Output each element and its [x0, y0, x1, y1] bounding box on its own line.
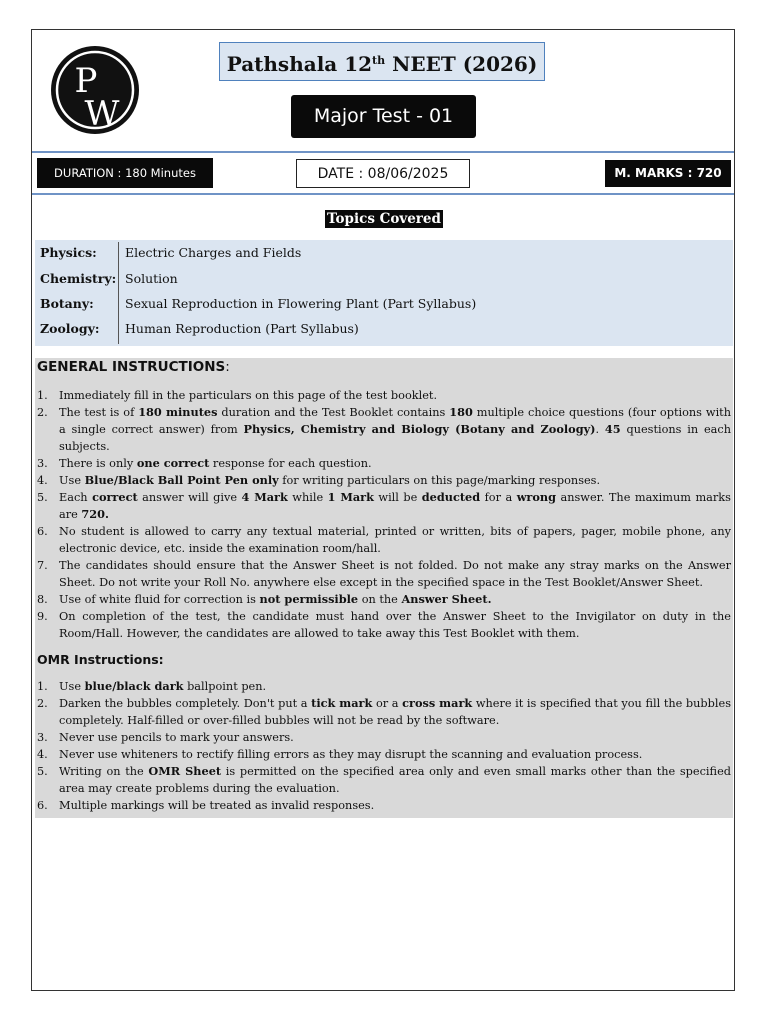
- svg-text:W: W: [84, 94, 120, 134]
- instruction-text: blue/black dark: [84, 679, 184, 693]
- general-instructions-heading: GENERAL INSTRUCTIONS:: [37, 359, 230, 375]
- instruction-text: one correct: [136, 456, 210, 470]
- item-number: 1.: [37, 389, 48, 402]
- instruction-text: The candidates should ensure that the Answer Sheet is not folded. Do not make any stray marks on the Answer Sheet. Do not write your Roll No. anywhere else except in the specified space in the Test Booklet/Answer Sheet.: [59, 559, 731, 589]
- instruction-text: cross mark: [402, 696, 473, 710]
- instruction-text: wrong: [516, 490, 557, 504]
- topics-table: [35, 240, 733, 346]
- instruction-text: 45: [604, 422, 621, 436]
- instruction-text: 180 minutes: [138, 405, 218, 419]
- instruction-text: tick mark: [311, 696, 373, 710]
- omr-instructions-heading: OMR Instructions:: [37, 652, 164, 667]
- instruction-item: [35, 678, 731, 695]
- instruction-text: Physics, Chemistry and Biology (Botany and Zoology): [243, 422, 596, 436]
- instruction-item: [35, 455, 731, 472]
- instruction-item: [35, 746, 731, 763]
- instruction-text: On completion of the test, the candidate must hand over the Answer Sheet to the Invigilator on duty in the Room/Hall. However, the candidates are allowed to take away this Test Booklet with them.: [59, 610, 731, 640]
- topic-text: Sexual Reproduction in Flowering Plant (Part Syllabus): [125, 296, 477, 311]
- topic-row-botany: [35, 292, 733, 316]
- instruction-text: on the: [358, 593, 402, 606]
- instruction-text: Darken the bubbles completely. Don't put a: [59, 697, 312, 710]
- instruction-text: Blue/Black Ball Point Pen only: [84, 473, 279, 487]
- instruction-text: 4 Mark: [241, 490, 288, 504]
- instruction-text: There is only: [59, 457, 137, 470]
- item-number: 2.: [37, 697, 48, 710]
- instruction-item: [35, 523, 731, 557]
- instruction-text: answer. The maximum marks are: [59, 491, 731, 521]
- header-rule-bottom: [32, 193, 734, 195]
- item-number: 2.: [37, 406, 48, 419]
- svg-text:P: P: [74, 61, 98, 101]
- instruction-text: Never use pencils to mark your answers.: [59, 731, 294, 744]
- instruction-text: deducted: [421, 490, 481, 504]
- max-marks-badge: M. MARKS : 720: [605, 160, 731, 187]
- test-name-badge: Major Test - 01: [291, 95, 476, 138]
- instruction-text: where it is specified that you fill the bubbles completely. Half-filled or over-filled bubbles will not be read by the software.: [59, 697, 731, 727]
- instruction-text: response for each question.: [209, 457, 372, 470]
- instruction-item: [35, 472, 731, 489]
- topic-row-zoology: [35, 317, 733, 341]
- exam-title: Pathshala 12th NEET (2026): [219, 42, 545, 81]
- header-rule-top: [32, 151, 734, 153]
- general-instructions-list: [35, 387, 731, 642]
- topic-row-chemistry: [35, 267, 733, 291]
- instruction-text: Never use whiteners to rectify filling errors as they may disrupt the scanning and evaluation process.: [59, 748, 643, 761]
- topic-text: Human Reproduction (Part Syllabus): [125, 321, 359, 336]
- instruction-text: questions in each subjects.: [59, 423, 732, 453]
- omr-instructions-list: [35, 678, 731, 814]
- item-number: 5.: [37, 491, 48, 504]
- instruction-text: Answer Sheet.: [401, 592, 492, 606]
- instruction-text: multiple choice questions (four options with a single correct answer) from: [59, 406, 732, 436]
- instruction-text: The test is of: [59, 406, 139, 419]
- item-number: 3.: [37, 731, 48, 744]
- item-number: 4.: [37, 474, 48, 487]
- topic-row-physics: [35, 241, 733, 265]
- instruction-text: or a: [372, 697, 403, 710]
- instruction-item: [35, 387, 731, 404]
- topic-text: Electric Charges and Fields: [125, 245, 302, 260]
- instruction-text: Use: [59, 680, 85, 693]
- instruction-text: Each: [59, 491, 93, 504]
- instruction-item: [35, 404, 731, 455]
- instruction-text: for a: [480, 491, 517, 504]
- item-number: 8.: [37, 593, 48, 606]
- topics-heading: Topics Covered: [327, 211, 441, 227]
- instruction-item: [35, 797, 731, 814]
- instruction-text: correct: [92, 490, 138, 504]
- instruction-text: Use of white fluid for correction is: [59, 593, 260, 606]
- pw-logo: [50, 45, 140, 135]
- instruction-text: OMR Sheet: [148, 764, 222, 778]
- instruction-text: duration and the Test Booklet contains: [217, 406, 450, 419]
- date-box: DATE : 08/06/2025: [296, 159, 470, 188]
- instruction-text: for writing particulars on this page/marking responses.: [278, 474, 601, 487]
- instruction-item: [35, 557, 731, 591]
- item-number: 1.: [37, 680, 48, 693]
- instruction-item: [35, 729, 731, 746]
- instruction-text: Multiple markings will be treated as invalid responses.: [59, 799, 375, 812]
- duration-badge: DURATION : 180 Minutes: [37, 158, 213, 188]
- subject-label: Physics:: [40, 245, 97, 260]
- instruction-item: [35, 695, 731, 729]
- instruction-text: 1 Mark: [327, 490, 374, 504]
- item-number: 6.: [37, 799, 48, 812]
- item-number: 5.: [37, 765, 48, 778]
- instruction-text: .: [595, 423, 605, 436]
- instruction-text: is permitted on the specified area only and even small marks other than the specified area may create problems during the evaluation.: [59, 765, 731, 795]
- subject-label: Botany:: [40, 296, 94, 311]
- instructions-panel: [35, 358, 733, 818]
- instruction-text: while: [287, 491, 328, 504]
- subject-label: Zoology:: [40, 321, 100, 336]
- instruction-item: [35, 608, 731, 642]
- instruction-text: ballpoint pen.: [183, 680, 267, 693]
- instruction-item: [35, 489, 731, 523]
- item-number: 4.: [37, 748, 48, 761]
- topic-text: Solution: [125, 271, 178, 286]
- instruction-text: No student is allowed to carry any textual material, printed or written, bits of papers, pager, mobile phone, any electronic device, etc. inside the examination room/hall.: [59, 525, 731, 555]
- instruction-text: answer will give: [137, 491, 242, 504]
- instruction-item: [35, 591, 731, 608]
- instruction-text: not permissible: [259, 592, 359, 606]
- item-number: 7.: [37, 559, 48, 572]
- item-number: 9.: [37, 610, 48, 623]
- instruction-text: will be: [373, 491, 422, 504]
- item-number: 6.: [37, 525, 48, 538]
- instruction-text: Use: [59, 474, 85, 487]
- item-number: 3.: [37, 457, 48, 470]
- instruction-text: Writing on the: [59, 765, 149, 778]
- instruction-text: Immediately fill in the particulars on this page of the test booklet.: [59, 389, 438, 402]
- instruction-text: 180: [449, 405, 473, 419]
- instruction-item: [35, 763, 731, 797]
- instruction-text: 720.: [81, 507, 109, 521]
- subject-label: Chemistry:: [40, 271, 117, 286]
